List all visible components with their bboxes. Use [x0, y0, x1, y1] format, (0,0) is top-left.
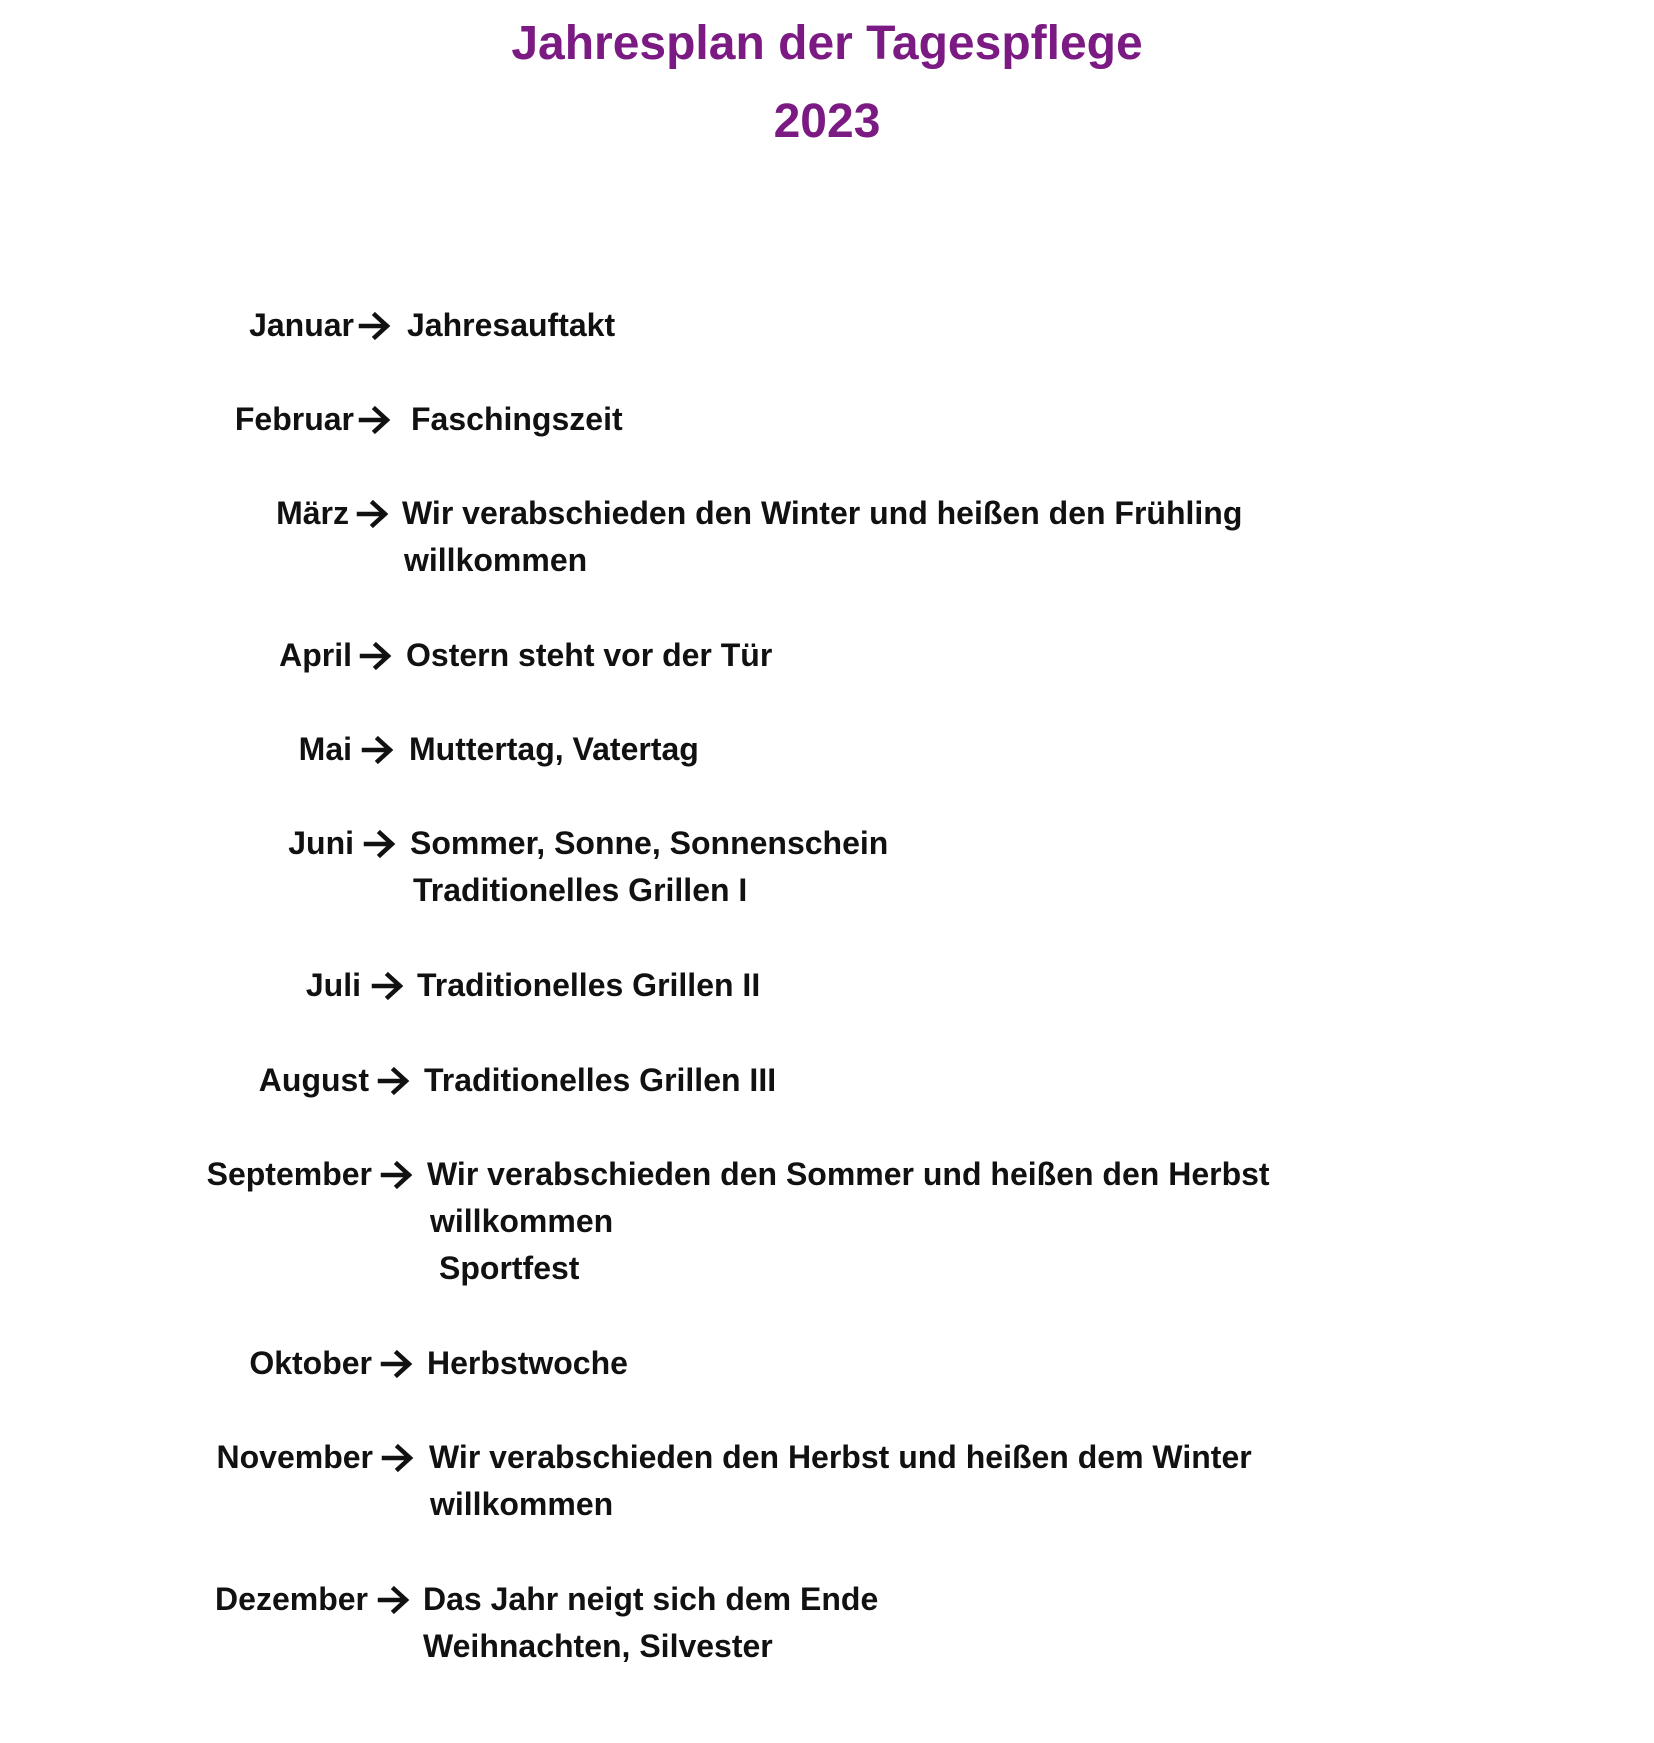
month-events	[410, 820, 888, 914]
event-line: Traditionelles Grillen III	[424, 1062, 777, 1098]
month-events	[429, 1434, 1252, 1528]
event-line: Muttertag, Vatertag	[409, 731, 699, 767]
arrow-right-icon	[359, 639, 393, 673]
event-line: willkommen	[404, 542, 588, 578]
month-events	[427, 1340, 628, 1387]
month-events	[424, 1057, 776, 1104]
month-label: Oktober	[249, 1345, 372, 1381]
event-line: Herbstwoche	[427, 1345, 628, 1381]
arrow-right-icon	[358, 403, 392, 437]
arrow-right-icon	[358, 309, 392, 343]
event-line: Traditionelles Grillen II	[417, 967, 761, 1003]
event-line: Traditionelles Grillen I	[413, 872, 748, 908]
page-subtitle-year: 2023	[773, 95, 881, 148]
month-label: Juli	[305, 967, 361, 1003]
event-line: Wir verabschieden den Herbst und heißen dem Winter	[429, 1439, 1252, 1475]
event-line: Wir verabschieden den Sommer und heißen den Herbst	[427, 1156, 1270, 1192]
month-label: Mai	[298, 731, 352, 767]
month-label: Februar	[234, 401, 354, 437]
event-line: willkommen	[430, 1203, 614, 1239]
month-label: August	[258, 1062, 369, 1098]
arrow-right-icon	[381, 1441, 415, 1475]
month-events	[406, 632, 772, 679]
arrow-right-icon	[377, 1064, 411, 1098]
arrow-right-icon	[380, 1347, 414, 1381]
event-line: Sommer, Sonne, Sonnenschein	[410, 825, 889, 861]
event-line: willkommen	[430, 1486, 614, 1522]
month-label: Juni	[288, 825, 354, 861]
month-events	[417, 962, 760, 1009]
event-line: Weihnachten, Silvester	[423, 1628, 773, 1664]
arrow-right-icon	[356, 497, 390, 531]
arrow-right-icon	[361, 733, 395, 767]
month-events	[402, 490, 1242, 584]
month-label: November	[216, 1439, 373, 1475]
event-line: Sportfest	[439, 1250, 580, 1286]
month-events	[427, 1151, 1270, 1292]
month-label: Januar	[249, 307, 354, 343]
month-events	[407, 302, 615, 349]
event-line: Jahresauftakt	[407, 307, 616, 343]
arrow-right-icon	[363, 827, 397, 861]
page-title: Jahresplan der Tagespflege	[511, 17, 1143, 70]
arrow-right-icon	[371, 969, 405, 1003]
month-events	[409, 726, 699, 773]
month-events	[411, 396, 623, 443]
event-line: Wir verabschieden den Winter und heißen den Frühling	[402, 495, 1243, 531]
event-line: Das Jahr neigt sich dem Ende	[423, 1581, 879, 1617]
event-line: Faschingszeit	[411, 401, 623, 437]
arrow-right-icon	[380, 1158, 414, 1192]
arrow-right-icon	[377, 1583, 411, 1617]
month-label: April	[279, 637, 352, 673]
month-label: März	[276, 495, 349, 531]
month-label: September	[206, 1156, 372, 1192]
month-label: Dezember	[215, 1581, 368, 1617]
month-events	[423, 1576, 878, 1670]
event-line: Ostern steht vor der Tür	[406, 637, 773, 673]
